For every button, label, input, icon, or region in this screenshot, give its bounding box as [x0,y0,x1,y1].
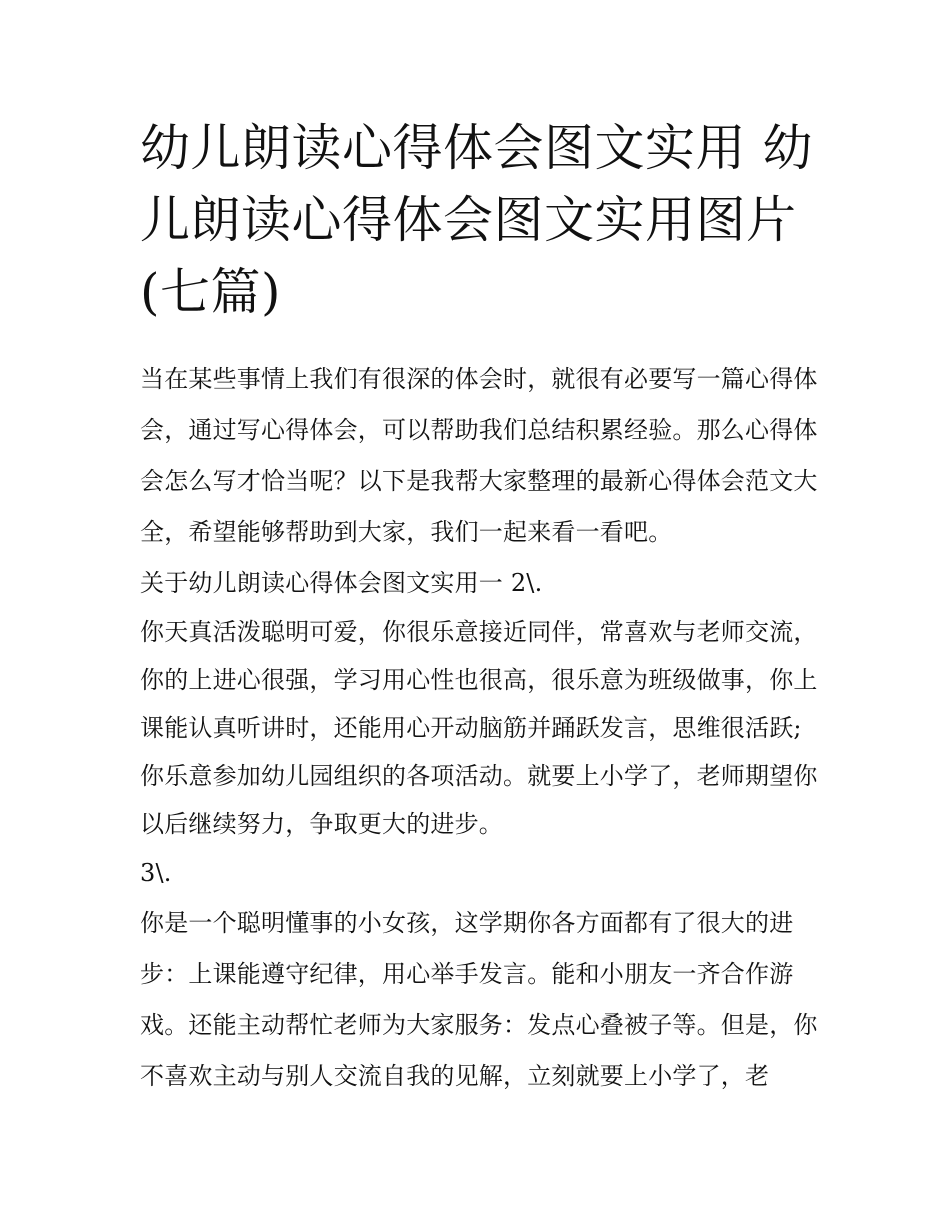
document-body [140,354,820,1102]
section-paragraph-1: 你天真活泼聪明可爱，你很乐意接近同伴，常喜欢与老师交流，你的上进心很强，学习用心性也很高，很乐意为班级做事，你上课能认真听讲时，还能用心开动脑筋并踊跃发言，思维很活跃;你乐意参加幼儿园组织的各项活动。就要上小学了，老师期望你以后继续努力，争取更大的进步。 [140,618,818,838]
section-paragraph-2: 你是一个聪明懂事的小女孩，这学期你各方面都有了很大的进步：上课能遵守纪律，用心举手发言。能和小朋友一齐合作游戏。还能主动帮忙老师为大家服务：发点心叠被子等。但是，你不喜欢主动与别人交流自我的见解，立刻就要上小学了，老 [140,909,818,1090]
section-heading-2: 3\. [140,859,172,887]
section-heading-1: 关于幼儿朗读心得体会图文实用一 2\. [140,569,543,597]
document-title: 幼儿朗读心得体会图文实用 幼儿朗读心得体会图文实用图片(七篇) [140,119,813,321]
intro-paragraph: 当在某些事情上我们有很深的体会时，就很有必要写一篇心得体会，通过写心得体会，可以帮助我们总结积累经验。那么心得体会怎么写才恰当呢？以下是我帮大家整理的最新心得体会范文大全，希望能够帮助到大家，我们一起来看一看吧。 [140,365,818,546]
